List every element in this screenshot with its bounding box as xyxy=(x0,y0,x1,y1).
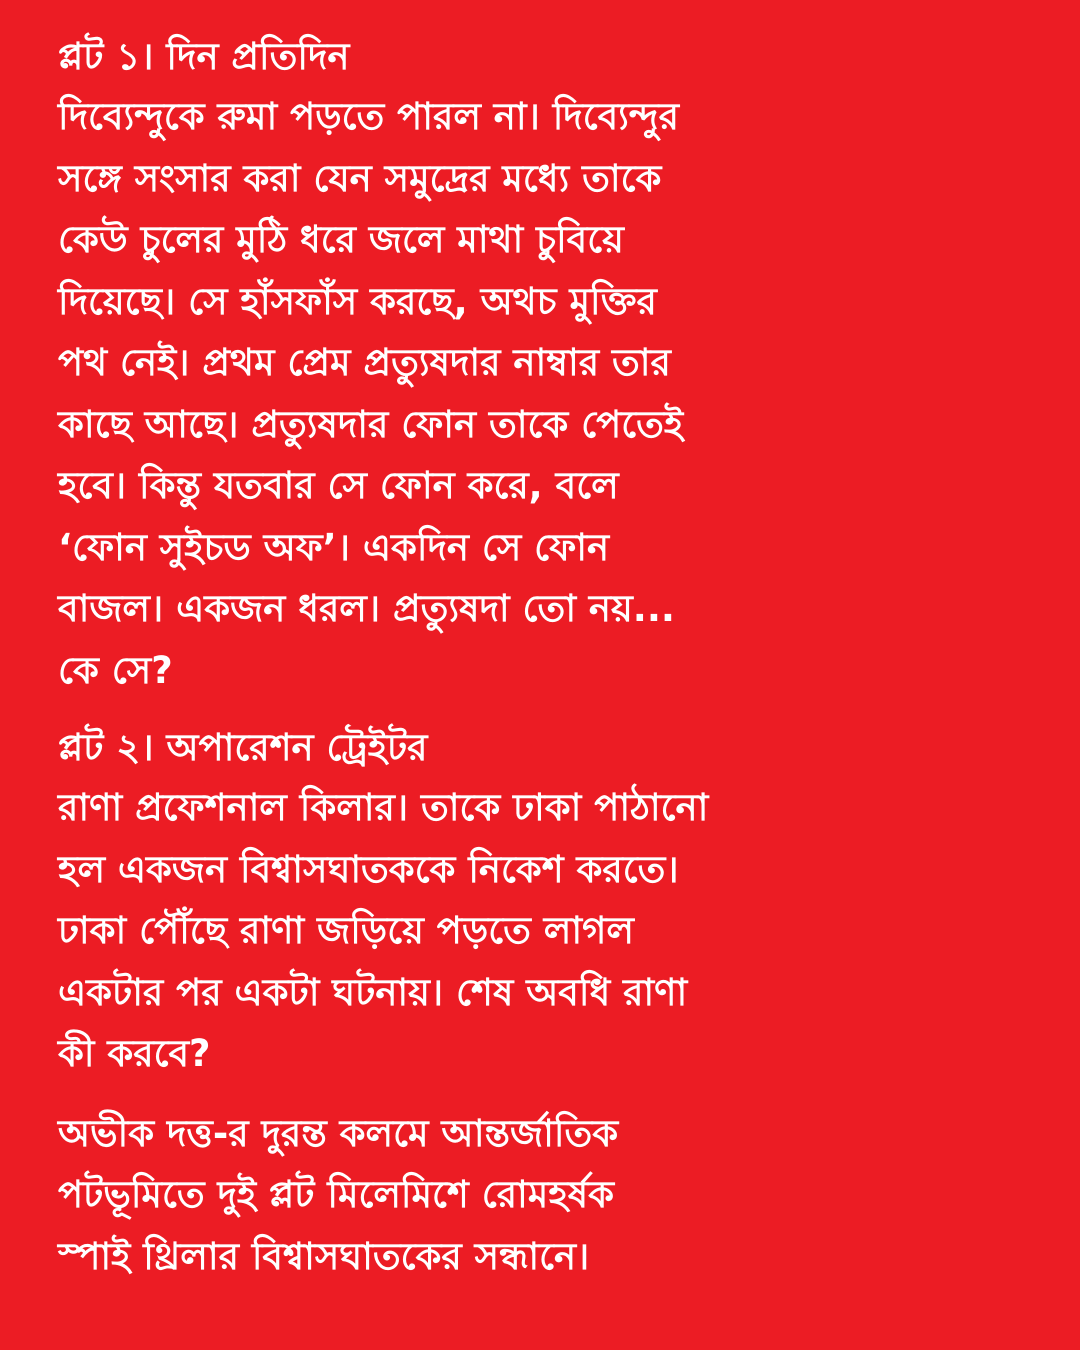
plot-2-line: ঢাকা পৌঁছে রাণা জড়িয়ে পড়তে লাগল xyxy=(58,909,634,952)
plot-1-line: পথ নেই। প্রথম প্রেম প্রত্যুষদার নাম্বার তার xyxy=(58,341,671,384)
plot-2-section xyxy=(58,719,1028,1085)
summary-line: স্পাই থ্রিলার বিশ্বাসঘাতকের সন্ধানে। xyxy=(58,1234,590,1278)
plot-2-heading: প্লট ২। অপারেশন ট্রেইটর xyxy=(58,726,428,769)
plot-2-line: হল একজন বিশ্বাসঘাতককে নিকেশ করতে। xyxy=(58,847,679,891)
plot-1-line: দিয়েছে। সে হাঁসফাঁস করছে, অথচ মুক্তির xyxy=(58,279,657,323)
plot-1-heading: প্লট ১। দিন প্রতিদিন xyxy=(58,35,350,78)
plot-1-line: হবে। কিন্তু যতবার সে ফোন করে, বলে xyxy=(58,464,619,507)
summary-section xyxy=(58,1103,1028,1288)
plot-1-line: দিব্যেন্দুকে রুমা পড়তে পারল না। দিব্যেন্দুর xyxy=(58,95,679,138)
summary-line: পটভূমিতে দুই প্লট মিলেমিশে রোমহর্ষক xyxy=(58,1173,615,1216)
summary-line: অভীক দত্ত-র দুরন্ত কলমে আন্তর্জাতিক xyxy=(58,1111,619,1155)
plot-1-section xyxy=(58,28,1028,701)
plot-1-line: বাজল। একজন ধরল। প্রত্যুষদা তো নয়... xyxy=(58,587,675,630)
plot-1-line: কেউ চুলের মুঠি ধরে জলে মাথা চুবিয়ে xyxy=(58,218,624,261)
plot-1-body xyxy=(58,86,1028,701)
plot-2-line: একটার পর একটা ঘটনায়। শেষ অবধি রাণা xyxy=(58,970,688,1014)
plot-2-body xyxy=(58,777,1028,1085)
plot-1-line: কে সে? xyxy=(58,648,173,692)
plot-1-line: কাছে আছে। প্রত্যুষদার ফোন তাকে পেতেই xyxy=(58,402,684,446)
plot-1-line: ‘ফোন সুইচড অফ’। একদিন সে ফোন xyxy=(58,525,610,569)
plot-2-line: কী করবে? xyxy=(58,1032,211,1075)
plot-1-line: সঙ্গে সংসার করা যেন সমুদ্রের মধ্যে তাকে xyxy=(58,156,662,200)
plot-2-line: রাণা প্রফেশনাল কিলার। তাকে ঢাকা পাঠানো xyxy=(58,786,709,829)
